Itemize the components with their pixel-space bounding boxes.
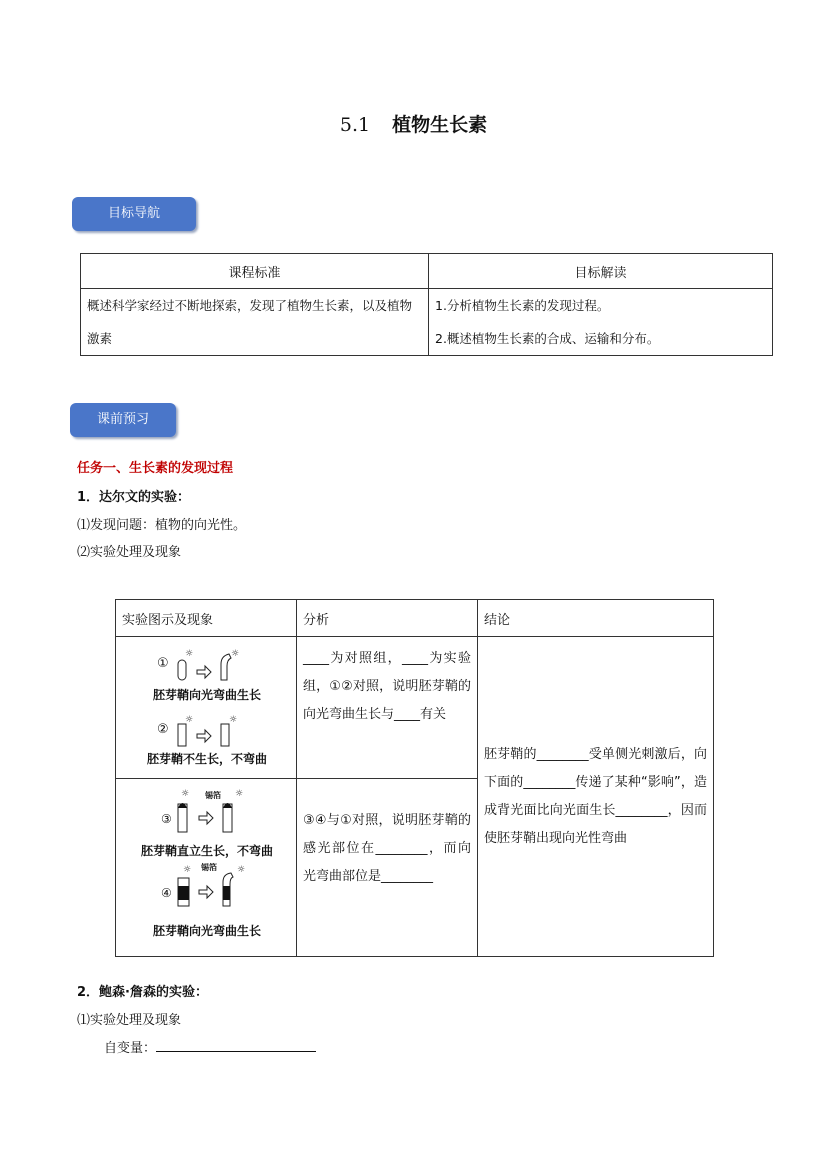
svg-text:☼: ☼ xyxy=(235,789,244,799)
variable-label: 自变量： xyxy=(104,1041,157,1056)
conclusion-cell: 胚芽鞘的________受单侧光刺激后，向下面的________传递了某种“影响”，造成背光面比向光面生长________，因而使胚芽鞘出现向光性弯曲 xyxy=(478,637,714,957)
variable-line xyxy=(104,1037,316,1056)
svg-text:☼: ☼ xyxy=(237,865,246,875)
svg-text:☼: ☼ xyxy=(229,715,238,725)
task-heading: 任务一、生长素的发现过程 xyxy=(77,461,234,476)
goal-item: 1.分析植物生长素的发现过程。 xyxy=(435,298,610,313)
label-2: ② xyxy=(157,722,169,737)
standards-table xyxy=(80,253,773,356)
boysen-jensen-title: 2．鲍森·詹森的实验： xyxy=(77,985,208,1000)
svg-text:☼: ☼ xyxy=(185,715,194,725)
page-title xyxy=(0,110,827,137)
header-conclusion: 结论 xyxy=(478,600,714,637)
coleoptile-cut-icon xyxy=(175,712,245,748)
analysis-row2: ③④与①对照，说明胚芽鞘的感光部位在________，而向光弯曲部位是________ xyxy=(297,779,478,957)
goals-cell xyxy=(429,289,773,356)
label-1: ① xyxy=(157,656,169,671)
svg-text:☼: ☼ xyxy=(183,865,192,875)
svg-text:☼: ☼ xyxy=(231,649,240,659)
caption-3: 胚芽鞘直立生长，不弯曲 xyxy=(140,844,273,858)
caption-1: 胚芽鞘向光弯曲生长 xyxy=(152,688,261,702)
darwin-q2: ⑵实验处理及现象 xyxy=(77,545,182,560)
section-title: 植物生长素 xyxy=(392,114,488,136)
header-goals: 目标解读 xyxy=(429,254,773,289)
goal-nav-badge: 目标导航 xyxy=(72,197,196,231)
header-figure: 实验图示及现象 xyxy=(116,600,297,637)
figure-cell-1 xyxy=(116,637,297,779)
foil-label: 锡箔 xyxy=(205,791,221,800)
goal-item: 2.概述植物生长素的合成、运输和分布。 xyxy=(435,331,660,346)
preview-badge: 课前预习 xyxy=(70,403,176,437)
label-4: ④ xyxy=(161,886,172,900)
figure-cell-2 xyxy=(116,779,297,957)
experiment-table xyxy=(115,599,714,957)
boysen-jensen-sub1: ⑴实验处理及现象 xyxy=(77,1013,182,1028)
standard-text: 概述科学家经过不断地探索，发现了植物生长素，以及植物激素 xyxy=(81,289,429,356)
svg-text:☼: ☼ xyxy=(181,789,190,799)
svg-text:☼: ☼ xyxy=(185,649,194,659)
variable-blank[interactable] xyxy=(156,1037,316,1052)
header-standard: 课程标准 xyxy=(81,254,429,289)
darwin-title: 1．达尔文的实验： xyxy=(77,490,191,505)
header-analysis: 分析 xyxy=(297,600,478,637)
caption-4: 胚芽鞘向光弯曲生长 xyxy=(152,924,261,938)
caption-2: 胚芽鞘不生长，不弯曲 xyxy=(146,752,267,766)
label-3: ③ xyxy=(161,812,172,826)
foil-label: 锡箔 xyxy=(201,863,217,872)
darwin-q1: ⑴发现问题：植物的向光性。 xyxy=(77,518,247,533)
section-number: 5.1 xyxy=(339,114,371,136)
analysis-row1: ____为对照组，____为实验组，①②对照，说明胚芽鞘的向光弯曲生长与____有关 xyxy=(297,637,478,779)
coleoptile-bend-icon xyxy=(175,646,245,682)
